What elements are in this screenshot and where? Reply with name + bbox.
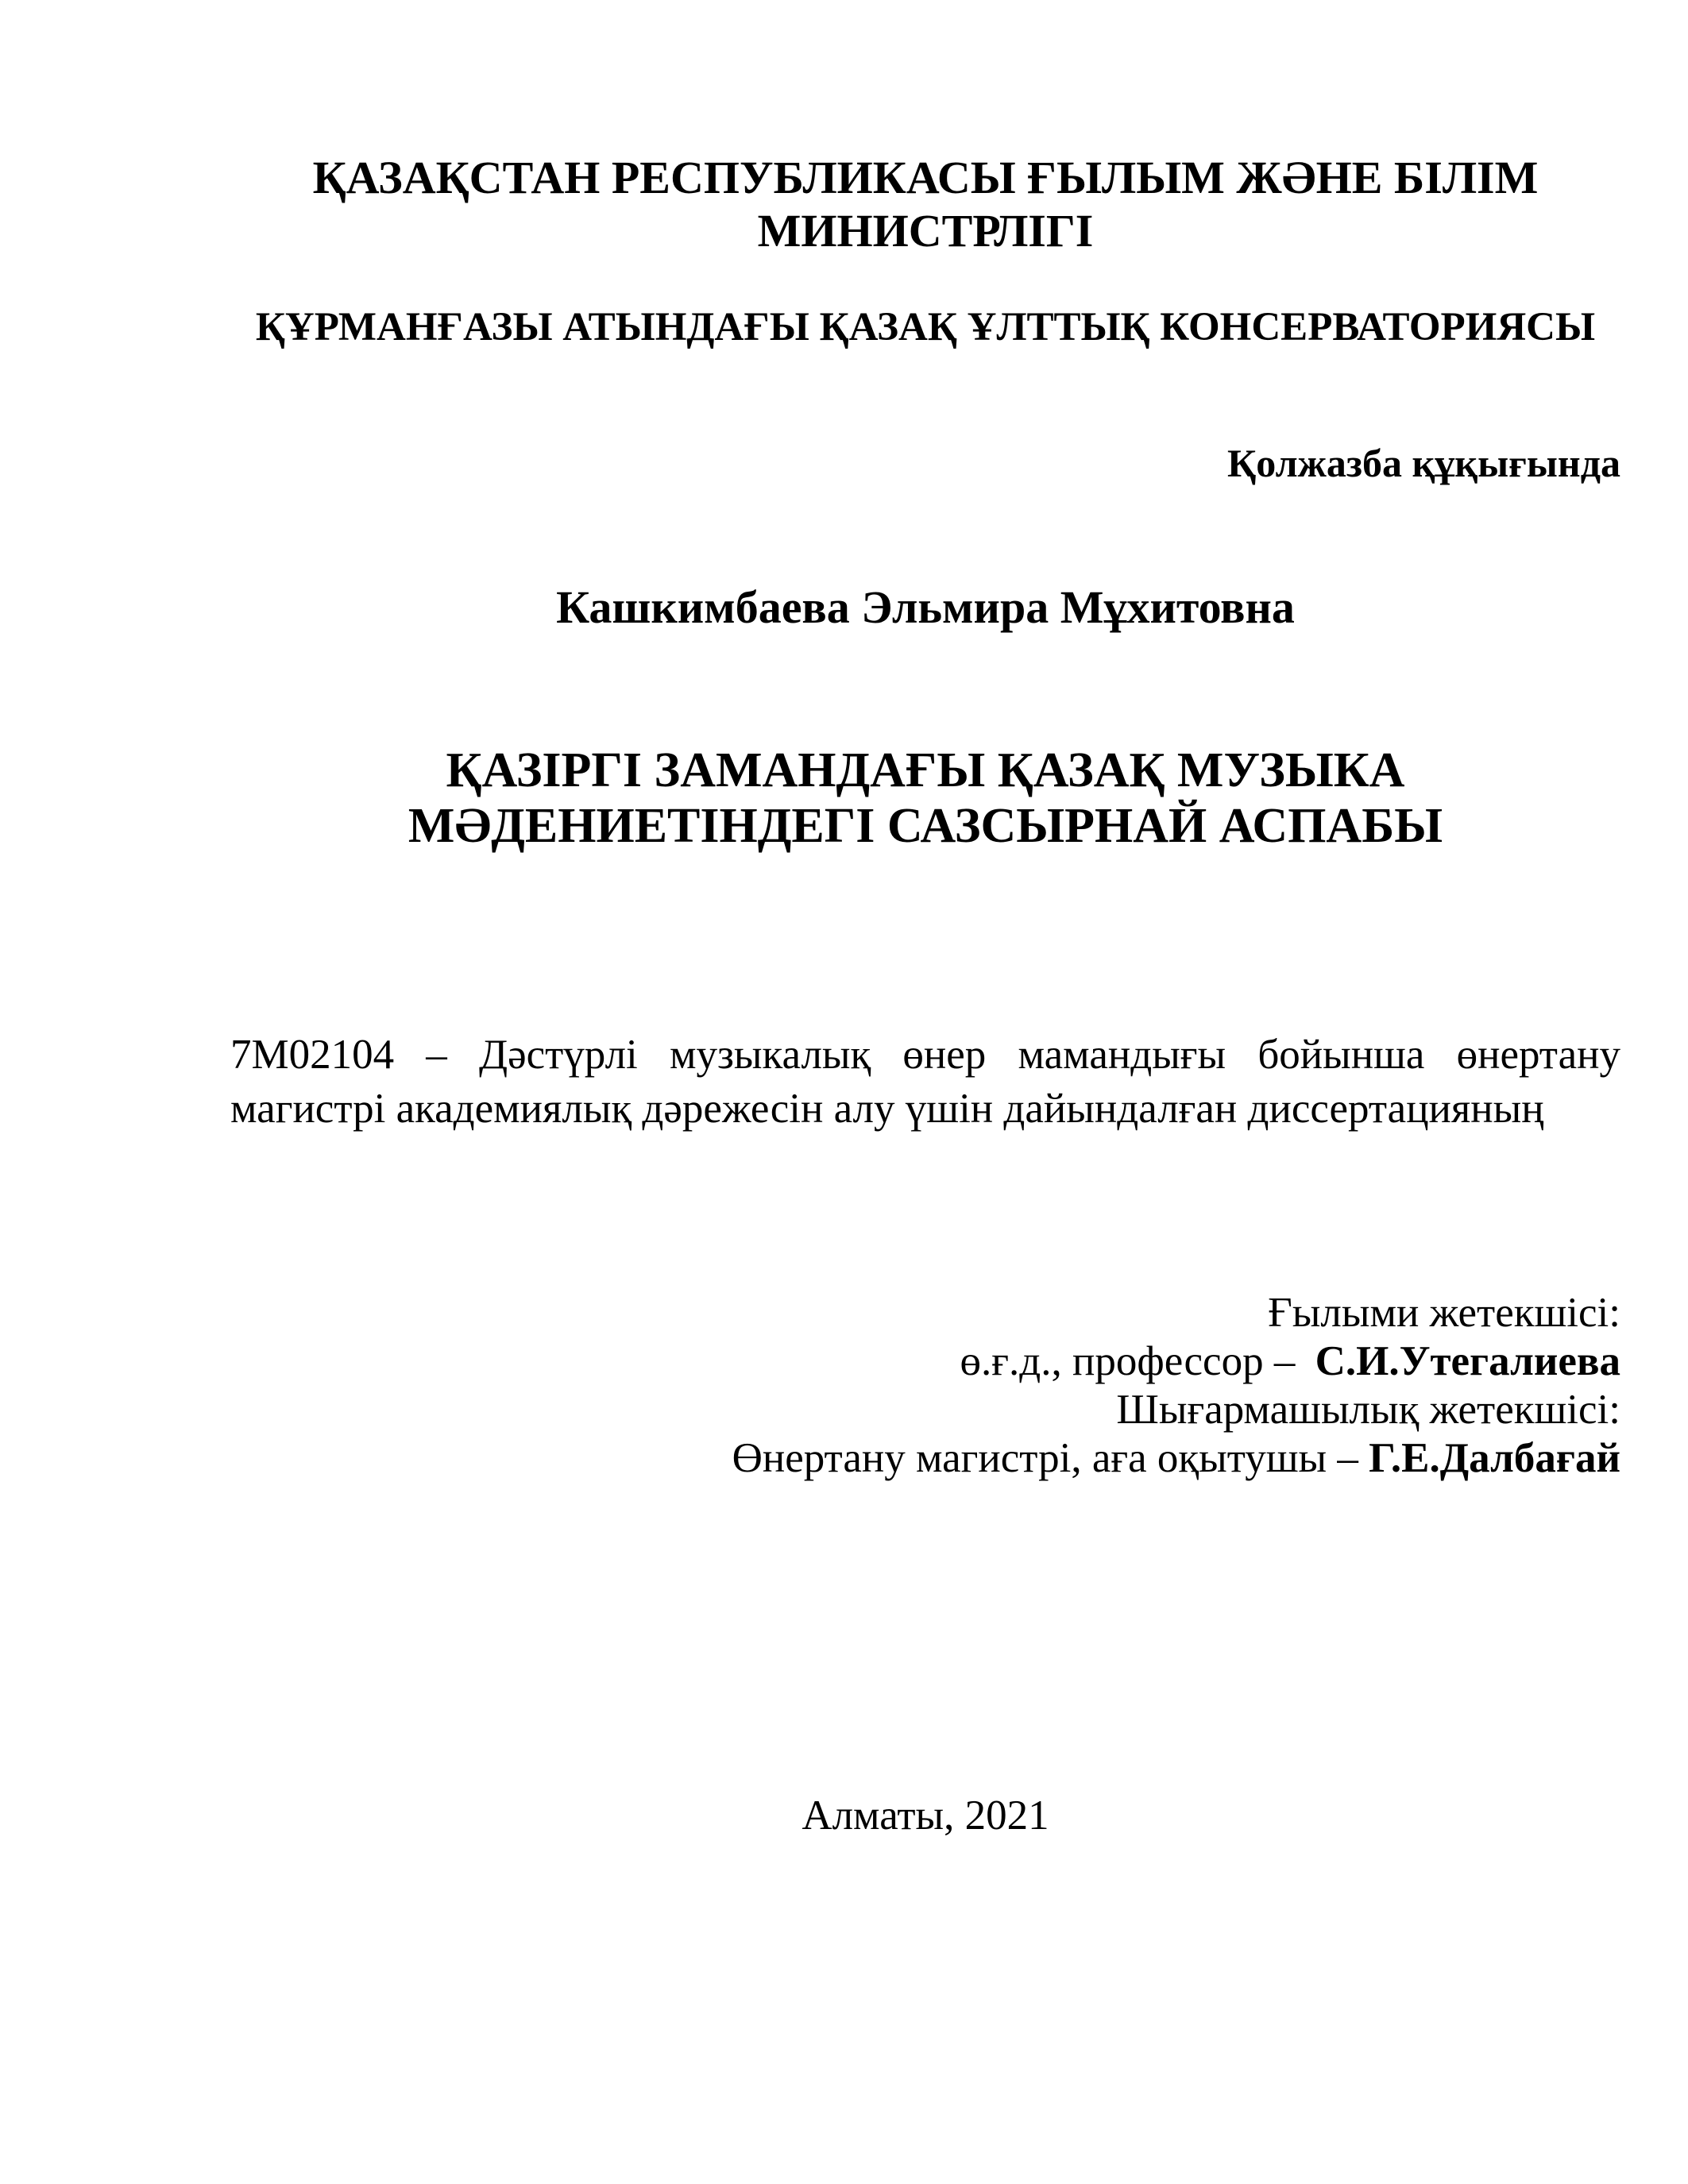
city-year: Алматы, 2021 <box>802 1792 1049 1839</box>
scientific-supervisor-degree: ө.ғ.д., профессор – <box>960 1338 1306 1384</box>
creative-supervisor-label: Шығармашылық жетекшісі: <box>1116 1387 1620 1433</box>
scientific-supervisor-label: Ғылыми жетекшісі: <box>1268 1290 1620 1336</box>
specialty-annotation <box>230 1028 1620 1136</box>
ministry-heading <box>230 151 1620 257</box>
manuscript-right-note: Қолжазба құқығында <box>1227 441 1620 485</box>
specialty-annotation-line-2: магистрі академиялық дәрежесін алу үшін дайындалған диссертацияның <box>230 1086 1544 1132</box>
ministry-heading-line-2: МИНИСТРЛІГІ <box>757 205 1094 257</box>
scientific-supervisor-name: С.И.Утегалиева <box>1315 1338 1620 1384</box>
creative-supervisor-degree: Өнертану магистрі, аға оқытушы – <box>732 1435 1369 1481</box>
supervisors-block <box>230 1289 1620 1483</box>
conservatory-heading: ҚҰРМАНҒАЗЫ АТЫНДАҒЫ ҚАЗАҚ ҰЛТТЫҚ КОНСЕРВАТОРИЯСЫ <box>255 305 1596 349</box>
dissertation-title <box>230 743 1620 854</box>
creative-supervisor-name: Г.Е.Далбағай <box>1369 1435 1620 1481</box>
dissertation-title-line-1: ҚАЗІРГІ ЗАМАНДАҒЫ ҚАЗАҚ МУЗЫКА <box>446 743 1405 797</box>
author-name: Кашкимбаева Эльмира Мұхитовна <box>556 581 1295 633</box>
ministry-heading-line-1: ҚАЗАҚСТАН РЕСПУБЛИКАСЫ ҒЫЛЫМ ЖӘНЕ БІЛІМ <box>312 152 1539 203</box>
scientific-supervisor-line <box>230 1337 1620 1386</box>
specialty-annotation-line-1: 7М02104 – Дәстүрлі музыкалық өнер мамандығы бойынша өнертану <box>230 1032 1620 1078</box>
dissertation-title-line-2: МӘДЕНИЕТІНДЕГІ САЗСЫРНАЙ АСПАБЫ <box>408 799 1443 853</box>
creative-supervisor-line <box>230 1434 1620 1483</box>
